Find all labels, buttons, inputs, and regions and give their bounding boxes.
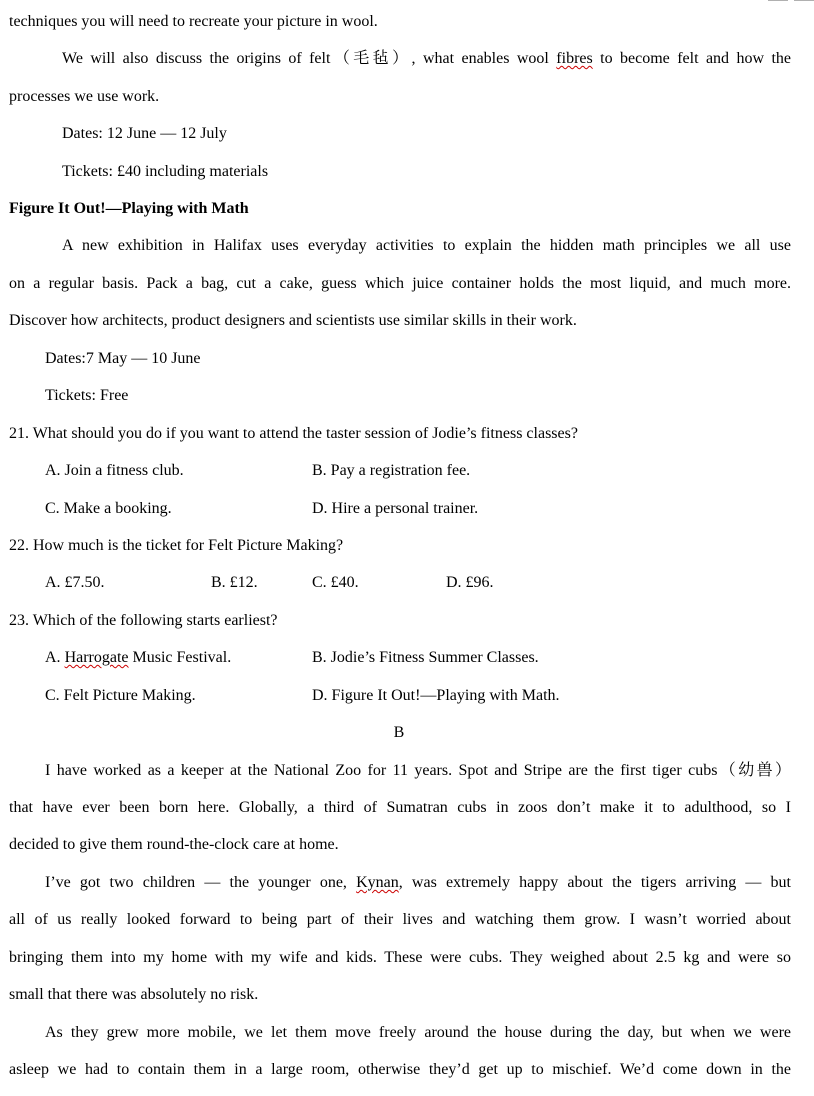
figure-heading: Figure It Out!—Playing with Math	[9, 200, 249, 217]
spelling-flag-kynan: Kynan	[356, 874, 399, 891]
question-22-option-a: A. £7.50.	[45, 574, 105, 591]
page-corner-mark-left	[768, 0, 788, 3]
question-23-option-c: C. Felt Picture Making.	[45, 687, 196, 704]
page-corner-mark-right	[794, 0, 814, 3]
question-21-option-c: C. Make a booking.	[45, 500, 172, 517]
question-22-stem: 22. How much is the ticket for Felt Picture Making?	[9, 537, 344, 554]
passage-b-line: decided to give them round-the-clock care at home.	[9, 836, 339, 853]
felt-origins-text-end: to become felt and how the	[592, 50, 791, 67]
figure-dates: Dates:7 May — 10 June	[45, 350, 201, 367]
question-22-option-d: D. £96.	[446, 574, 494, 591]
question-23-option-d: D. Figure It Out!—Playing with Math.	[312, 687, 560, 704]
passage-b-line: As they grew more mobile, we let them move freely around the house during the day, but when we were	[45, 1024, 791, 1041]
felt-text-line: techniques you will need to recreate your picture in wool.	[9, 13, 378, 30]
passage-b-line	[45, 873, 791, 893]
question-22-option-c: C. £40.	[312, 574, 359, 591]
spelling-flag-harrogate: Harrogate	[64, 649, 129, 666]
passage-b-text: I’ve got two children — the younger one,	[45, 874, 357, 891]
felt-dates: Dates: 12 June — 12 July	[62, 125, 227, 142]
felt-tickets: Tickets: £40 including materials	[62, 163, 269, 180]
question-21-stem: 21. What should you do if you want to attend the taster session of Jodie’s fitness classes?	[9, 425, 578, 442]
figure-tickets: Tickets: Free	[45, 387, 129, 404]
figure-paragraph-line: Discover how architects, product designers and scientists use similar skills in their work.	[9, 312, 577, 329]
passage-b-line: all of us really looked forward to being part of their lives and watching them grow. I wasn’t worried about	[9, 911, 791, 928]
passage-b-line: I have worked as a keeper at the National Zoo for 11 years. Spot and Stripe are the first tiger cubs（幼兽）	[45, 762, 791, 779]
spelling-flag-fibres: fibres	[556, 50, 593, 67]
question-21-option-a: A. Join a fitness club.	[45, 462, 184, 479]
passage-b-line: that have ever been born here. Globally, a third of Sumatran cubs in zoos don’t make it to adulthood, so I	[9, 799, 791, 816]
question-23-option-a-suffix: Music Festival.	[128, 649, 232, 666]
passage-b-line: asleep we had to contain them in a large room, otherwise they’d get up to mischief. We’d come down in the	[9, 1061, 791, 1078]
felt-origins-text: We will also discuss the origins of felt（毛毡）, what enables wool	[62, 50, 557, 67]
question-23-option-a-prefix: A.	[45, 649, 65, 666]
figure-paragraph-line: A new exhibition in Halifax uses everyday activities to explain the hidden math principles we all use	[62, 237, 791, 254]
figure-paragraph-line: on a regular basis. Pack a bag, cut a cake, guess which juice container holds the most liquid, and much more.	[9, 275, 791, 292]
question-23-stem: 23. Which of the following starts earliest?	[9, 612, 278, 629]
passage-b-line: bringing them into my home with my wife and kids. These were cubs. They weighed about 2.5 kg and were so	[9, 949, 791, 966]
section-b-label: B	[393, 724, 405, 741]
felt-origins-paragraph-line	[62, 49, 791, 69]
question-22-option-b: B. £12.	[211, 574, 258, 591]
question-23-option-a	[45, 648, 231, 668]
passage-b-line: small that there was absolutely no risk.	[9, 986, 259, 1003]
question-23-option-b: B. Jodie’s Fitness Summer Classes.	[312, 649, 539, 666]
passage-b-text-end: , was extremely happy about the tigers arriving — but	[398, 874, 792, 891]
question-21-option-b: B. Pay a registration fee.	[312, 462, 471, 479]
felt-origins-paragraph-line: processes we use work.	[9, 88, 160, 105]
question-21-option-d: D. Hire a personal trainer.	[312, 500, 479, 517]
